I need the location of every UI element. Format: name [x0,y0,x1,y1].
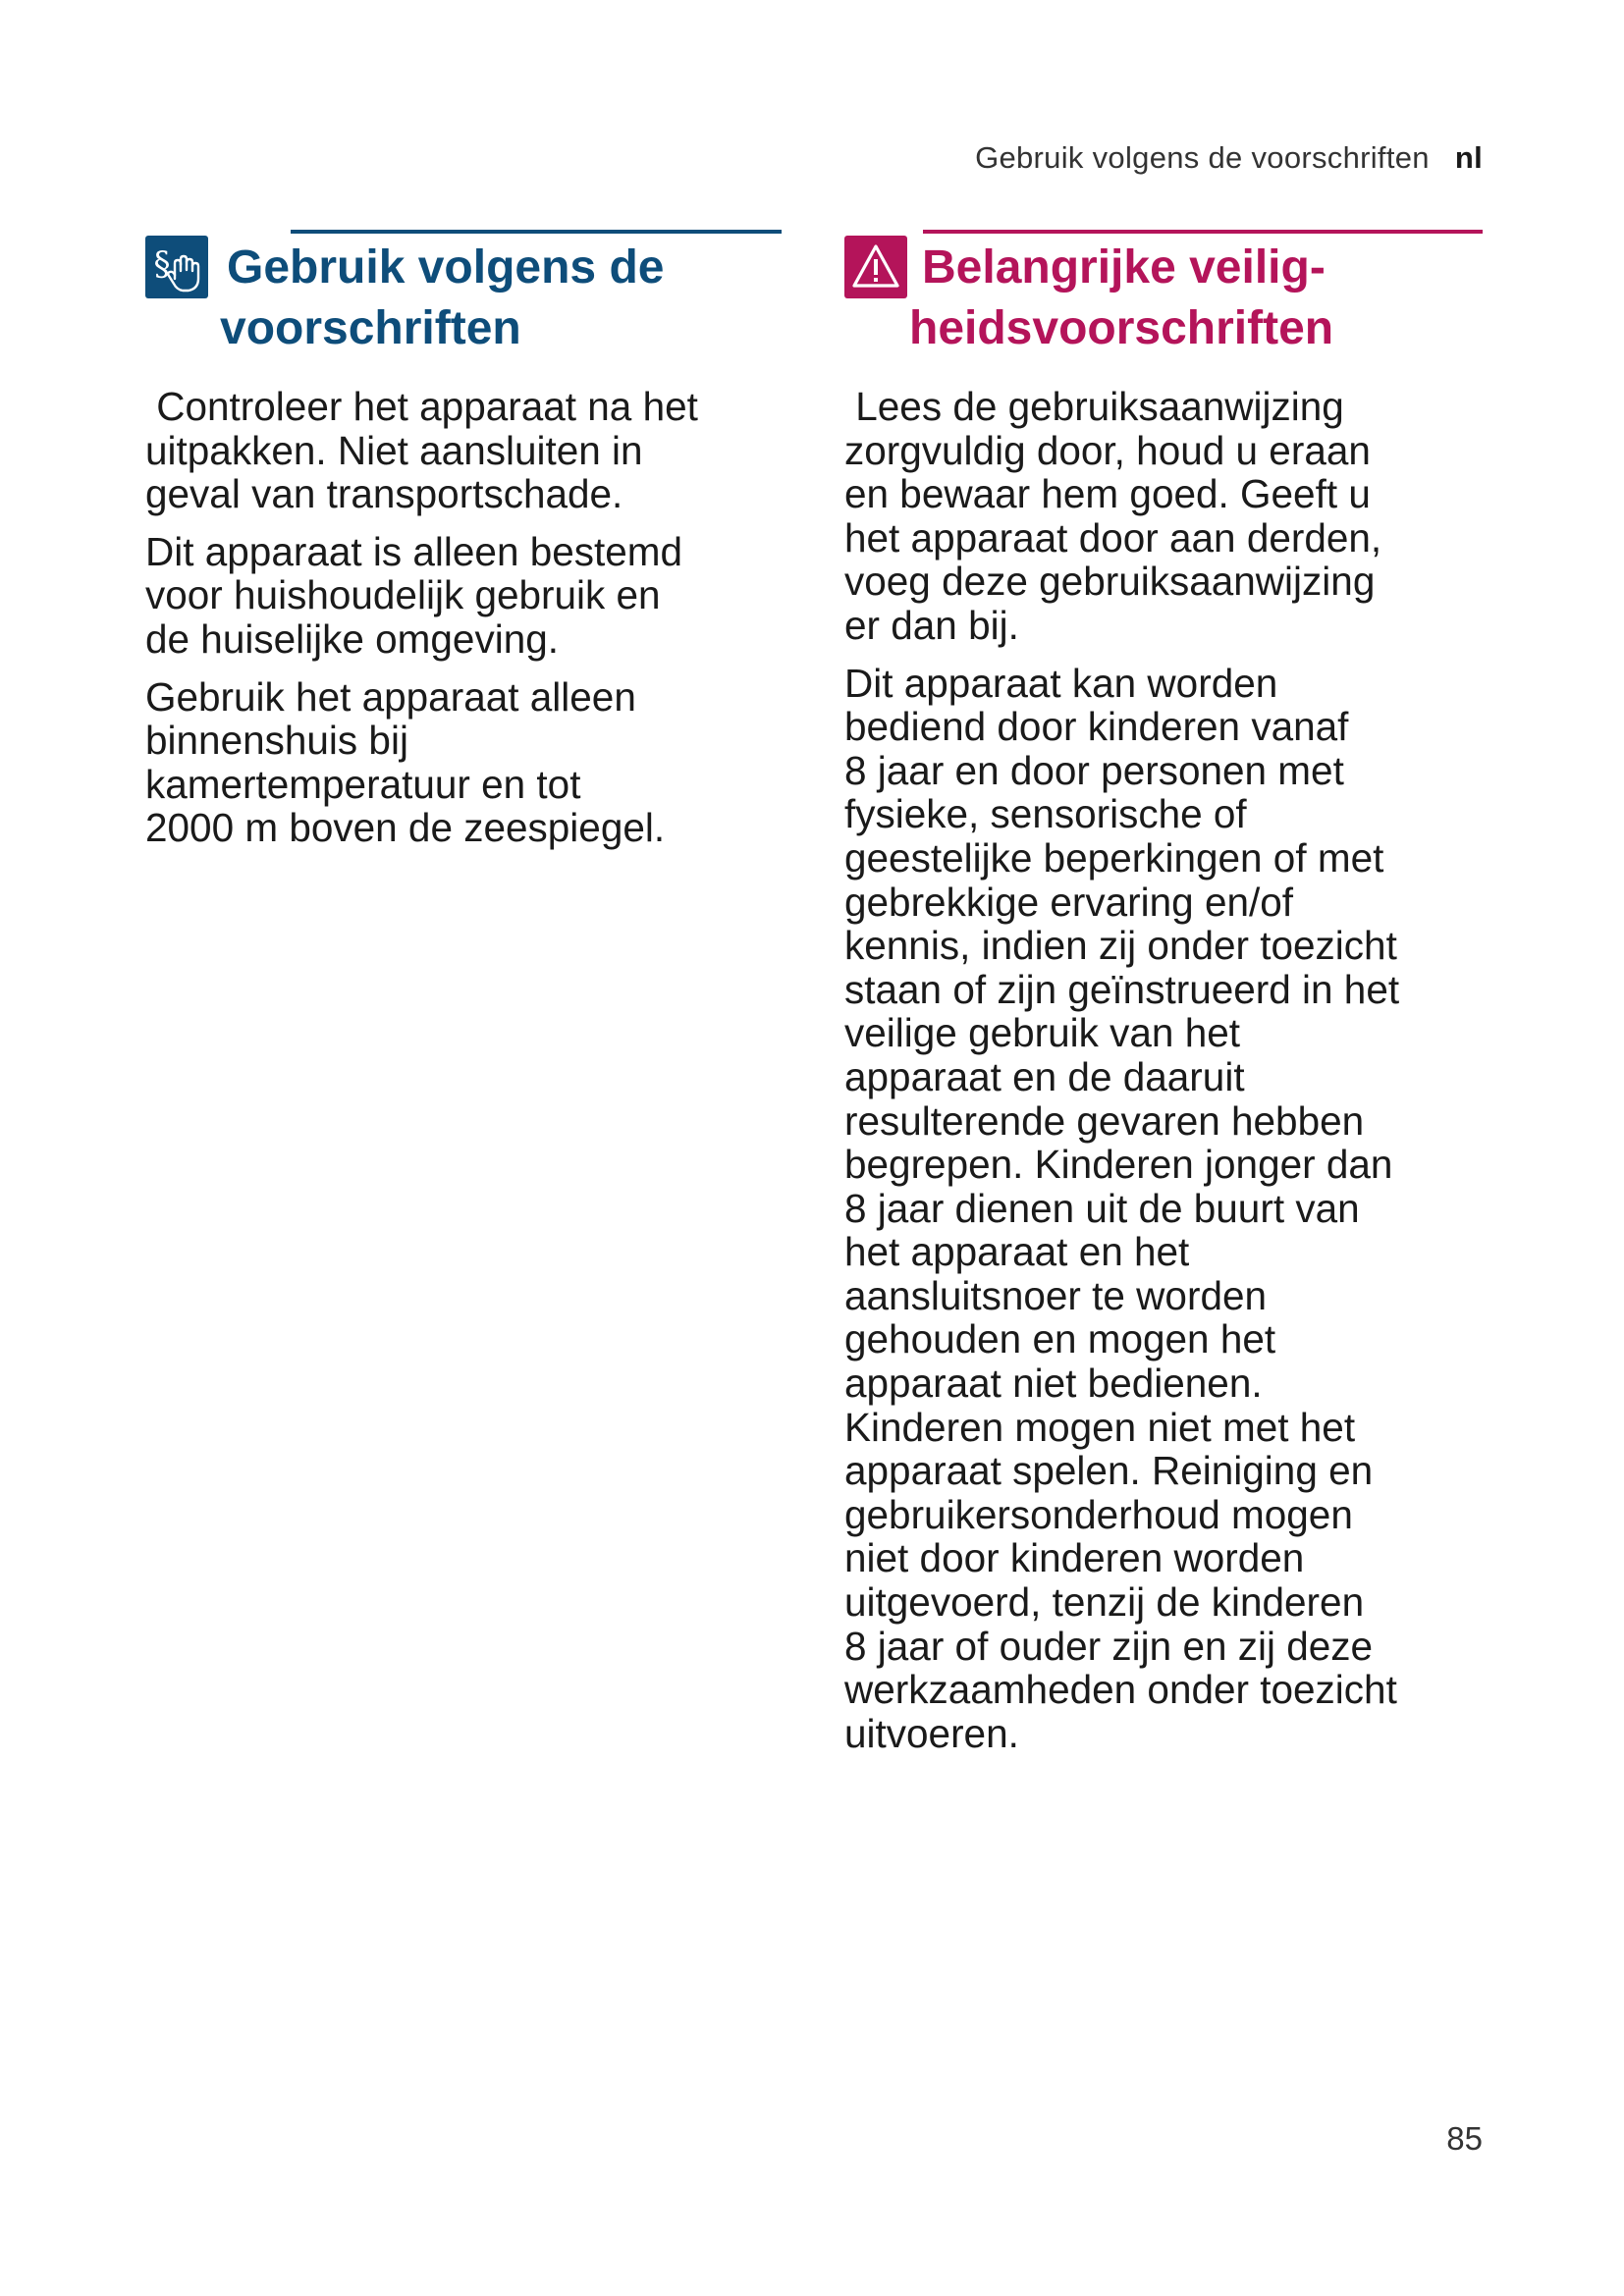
text-line: Lees de gebruiksaanwijzing [844,384,1344,429]
text-line: Dit apparaat is alleen bestemd [145,528,683,574]
section-title-line-2: voorschriften [220,302,521,354]
text-line: veilige gebruik van het [844,1010,1241,1056]
text-line: gehouden en mogen het [844,1316,1276,1362]
text-line: 8 jaar of ouder zijn en zij deze [844,1623,1374,1669]
text-line: gebrekkige ervaring en/of [844,879,1294,925]
section-intended-use-heading [145,230,782,359]
text-line: Dit apparaat kan worden [844,660,1278,706]
text-line: kennis, indien zij onder toezicht [844,923,1397,969]
paragraph [145,385,782,516]
section-title-line-1: Belangrijke veilig- [922,241,1326,294]
text-line: begrepen. Kinderen jonger dan [844,1142,1393,1188]
text-line: apparaat niet bedienen. [844,1361,1263,1407]
svg-text:§: § [153,244,171,284]
heading-rule [291,230,782,234]
text-line: het apparaat door aan derden, [844,514,1382,561]
text-line: Gebruik het apparaat alleen [145,673,636,720]
paragraph [145,675,782,850]
text-line: Kinderen mogen niet met het [844,1404,1356,1450]
section-title-line-1: Gebruik volgens de [227,241,665,294]
warning-triangle-icon [844,236,907,298]
text-line: staan of zijn geïnstrueerd in het [844,966,1400,1012]
text-line: 2000 m boven de zeespiegel. [145,805,666,851]
text-line: gebruikersonderhoud mogen [844,1491,1353,1537]
running-header-title: Gebruik volgens de voorschriften [975,140,1430,175]
text-line: resulterende gevaren hebben [844,1097,1365,1144]
text-line: zorgvuldig door, houd u eraan [844,427,1371,473]
text-line: uitpakken. Niet aansluiten in [145,427,643,473]
text-line: apparaat spelen. Reiniging en [844,1448,1374,1494]
text-line: er dan bij. [844,602,1019,648]
page-number: 85 [1446,2120,1483,2157]
paragraph [844,385,1483,648]
section-safety-heading [844,230,1483,359]
text-line: bediend door kinderen vanaf [844,704,1349,750]
text-line: werkzaamheden onder toezicht [844,1667,1397,1713]
text-line: en bewaar hem goed. Geeft u [844,471,1371,517]
text-line: niet door kinderen worden [844,1535,1305,1581]
running-header [975,140,1483,176]
text-line: Controleer het apparaat na het [145,384,698,429]
text-line: 8 jaar dienen uit de buurt van [844,1185,1360,1231]
text-line: uitgevoerd, tenzij de kinderen [844,1579,1365,1626]
text-line: fysieke, sensorische of [844,791,1247,837]
section-title [145,232,782,359]
heading-rule [923,230,1483,234]
text-line: kamertemperatuur en tot [145,761,581,807]
text-line: binnenshuis bij [145,718,408,764]
language-code: nl [1454,140,1483,175]
text-line: uitvoeren. [844,1710,1019,1756]
text-line: de huiselijke omgeving. [145,615,559,662]
text-line: voeg deze gebruiksaanwijzing [844,559,1376,605]
section-title-line-2: heidsvoorschriften [909,302,1334,354]
text-line: apparaat en de daaruit [844,1053,1245,1099]
text-line: geestelijke beperkingen of met [844,834,1384,881]
paragraph-hand-icon [145,236,208,298]
text-line: 8 jaar en door personen met [844,747,1344,793]
section-body [145,385,782,850]
paragraph [145,530,782,662]
section-safety-instructions [844,230,1483,1769]
text-line: voor huishoudelijk gebruik en [145,572,661,618]
text-line: het apparaat en het [844,1229,1190,1275]
text-line: geval van transportschade. [145,471,623,517]
section-intended-use [145,230,782,864]
section-title [844,232,1483,359]
text-line: aansluitsnoer te worden [844,1272,1268,1318]
section-body [844,385,1483,1755]
paragraph [844,662,1483,1756]
